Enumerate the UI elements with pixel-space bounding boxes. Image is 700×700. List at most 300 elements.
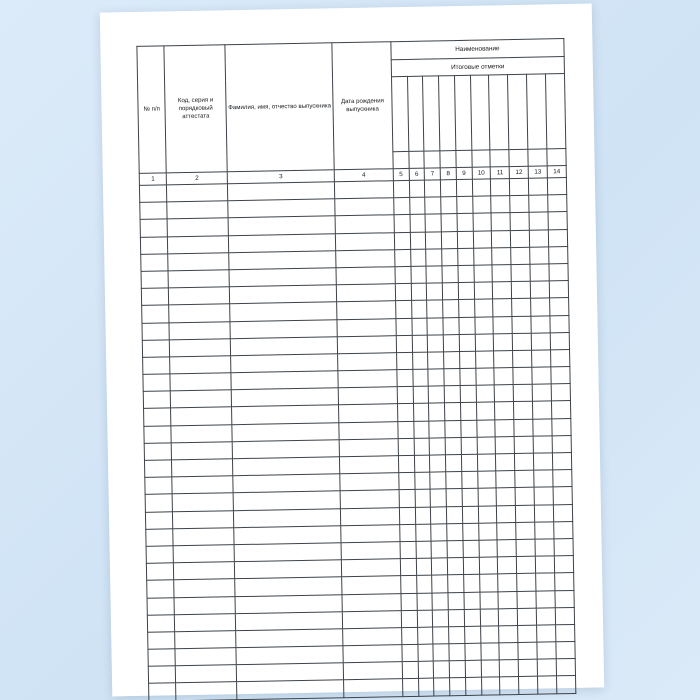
table-cell[interactable] xyxy=(425,197,441,214)
table-cell[interactable] xyxy=(335,215,394,233)
table-cell[interactable] xyxy=(417,593,433,610)
table-cell[interactable] xyxy=(172,459,233,477)
table-cell[interactable] xyxy=(336,249,395,267)
table-cell[interactable] xyxy=(513,384,532,402)
table-cell[interactable] xyxy=(496,454,515,472)
table-cell[interactable] xyxy=(533,401,552,419)
table-cell[interactable] xyxy=(174,579,235,597)
table-cell[interactable] xyxy=(429,386,445,403)
table-cell[interactable] xyxy=(427,317,443,334)
table-cell[interactable] xyxy=(518,608,537,626)
table-cell[interactable] xyxy=(412,369,428,386)
table-cell[interactable] xyxy=(445,403,461,420)
table-cell[interactable] xyxy=(234,525,341,544)
table-cell[interactable] xyxy=(414,455,430,472)
table-cell[interactable] xyxy=(342,593,401,611)
table-cell[interactable] xyxy=(415,489,431,506)
table-cell[interactable] xyxy=(432,575,448,592)
table-cell[interactable] xyxy=(481,677,500,695)
table-cell[interactable] xyxy=(459,334,475,351)
table-cell[interactable] xyxy=(230,336,337,355)
table-cell[interactable] xyxy=(513,350,532,368)
table-cell[interactable] xyxy=(140,236,168,254)
table-cell[interactable] xyxy=(230,319,337,338)
table-cell[interactable] xyxy=(463,557,479,574)
table-cell[interactable] xyxy=(400,541,416,558)
table-cell[interactable] xyxy=(531,298,550,316)
table-cell[interactable] xyxy=(450,678,466,695)
table-cell[interactable] xyxy=(498,574,517,592)
table-cell[interactable] xyxy=(475,334,494,352)
table-cell[interactable] xyxy=(512,316,531,334)
table-cell[interactable] xyxy=(511,247,530,265)
table-cell[interactable] xyxy=(516,539,535,557)
table-cell[interactable] xyxy=(519,677,538,695)
table-cell[interactable] xyxy=(428,352,444,369)
table-cell[interactable] xyxy=(495,402,514,420)
table-cell[interactable] xyxy=(529,212,548,230)
table-cell[interactable] xyxy=(171,424,232,442)
table-cell[interactable] xyxy=(456,179,472,196)
table-cell[interactable] xyxy=(145,477,173,495)
table-cell[interactable] xyxy=(460,368,476,385)
table-cell[interactable] xyxy=(176,682,237,700)
table-cell[interactable] xyxy=(141,271,169,289)
table-cell[interactable] xyxy=(236,629,343,648)
table-cell[interactable] xyxy=(142,340,170,358)
table-cell[interactable] xyxy=(142,322,170,340)
table-cell[interactable] xyxy=(233,474,340,493)
table-cell[interactable] xyxy=(498,557,517,575)
table-cell[interactable] xyxy=(511,264,530,282)
table-cell[interactable] xyxy=(413,404,429,421)
table-cell[interactable] xyxy=(518,625,537,643)
table-cell[interactable] xyxy=(462,489,478,506)
table-cell[interactable] xyxy=(461,420,477,437)
table-cell[interactable] xyxy=(344,679,403,697)
table-cell[interactable] xyxy=(169,287,230,305)
table-cell[interactable] xyxy=(173,510,234,528)
table-cell[interactable] xyxy=(395,266,411,283)
table-cell[interactable] xyxy=(477,454,496,472)
table-cell[interactable] xyxy=(529,229,548,247)
table-cell[interactable] xyxy=(396,335,412,352)
table-cell[interactable] xyxy=(397,387,413,404)
table-cell[interactable] xyxy=(462,506,478,523)
table-cell[interactable] xyxy=(412,352,428,369)
table-cell[interactable] xyxy=(416,558,432,575)
table-cell[interactable] xyxy=(396,352,412,369)
table-cell[interactable] xyxy=(534,470,553,488)
table-cell[interactable] xyxy=(515,453,534,471)
table-cell[interactable] xyxy=(414,472,430,489)
table-cell[interactable] xyxy=(457,196,473,213)
table-cell[interactable] xyxy=(478,523,497,541)
table-cell[interactable] xyxy=(431,506,447,523)
table-cell[interactable] xyxy=(537,642,556,660)
table-cell[interactable] xyxy=(148,632,176,650)
table-cell[interactable] xyxy=(510,195,529,213)
table-cell[interactable] xyxy=(497,522,516,540)
table-cell[interactable] xyxy=(409,180,425,197)
table-cell[interactable] xyxy=(141,254,169,272)
table-cell[interactable] xyxy=(496,471,515,489)
table-cell[interactable] xyxy=(147,580,175,598)
table-cell[interactable] xyxy=(170,390,231,408)
table-cell[interactable] xyxy=(442,265,458,282)
table-cell[interactable] xyxy=(499,625,518,643)
table-cell[interactable] xyxy=(515,470,534,488)
table-cell[interactable] xyxy=(510,213,529,231)
table-cell[interactable] xyxy=(341,524,400,542)
table-cell[interactable] xyxy=(401,627,417,644)
table-cell[interactable] xyxy=(445,437,461,454)
table-cell[interactable] xyxy=(342,610,401,628)
table-cell[interactable] xyxy=(417,644,433,661)
table-cell[interactable] xyxy=(144,443,172,461)
table-cell[interactable] xyxy=(149,683,177,700)
table-cell[interactable] xyxy=(418,661,434,678)
table-cell[interactable] xyxy=(459,351,475,368)
table-cell[interactable] xyxy=(343,628,402,646)
table-cell[interactable] xyxy=(495,385,514,403)
table-cell[interactable] xyxy=(445,455,461,472)
table-cell[interactable] xyxy=(445,420,461,437)
table-cell[interactable] xyxy=(234,543,341,562)
table-cell[interactable] xyxy=(425,214,441,231)
table-cell[interactable] xyxy=(441,197,457,214)
table-cell[interactable] xyxy=(168,252,229,270)
table-cell[interactable] xyxy=(343,645,402,663)
table-cell[interactable] xyxy=(395,301,411,318)
table-cell[interactable] xyxy=(234,560,341,579)
table-cell[interactable] xyxy=(170,338,231,356)
table-cell[interactable] xyxy=(228,233,335,252)
table-cell[interactable] xyxy=(493,282,512,300)
table-cell[interactable] xyxy=(514,419,533,437)
table-cell[interactable] xyxy=(510,178,529,196)
table-cell[interactable] xyxy=(341,507,400,525)
table-cell[interactable] xyxy=(535,522,554,540)
table-cell[interactable] xyxy=(399,473,415,490)
table-cell[interactable] xyxy=(338,370,397,388)
table-cell[interactable] xyxy=(167,218,228,236)
table-cell[interactable] xyxy=(432,558,448,575)
table-cell[interactable] xyxy=(430,489,446,506)
table-cell[interactable] xyxy=(417,610,433,627)
table-cell[interactable] xyxy=(170,373,231,391)
table-cell[interactable] xyxy=(459,317,475,334)
table-cell[interactable] xyxy=(460,403,476,420)
table-cell[interactable] xyxy=(444,386,460,403)
table-cell[interactable] xyxy=(465,678,481,695)
table-cell[interactable] xyxy=(552,418,571,436)
table-cell[interactable] xyxy=(418,678,434,695)
table-cell[interactable] xyxy=(444,351,460,368)
table-cell[interactable] xyxy=(231,388,338,407)
table-cell[interactable] xyxy=(499,608,518,626)
table-cell[interactable] xyxy=(493,299,512,317)
table-cell[interactable] xyxy=(460,385,476,402)
table-cell[interactable] xyxy=(173,545,234,563)
table-cell[interactable] xyxy=(229,251,336,270)
table-cell[interactable] xyxy=(167,184,228,202)
table-cell[interactable] xyxy=(145,494,173,512)
table-cell[interactable] xyxy=(229,285,336,304)
table-cell[interactable] xyxy=(550,298,569,316)
table-cell[interactable] xyxy=(429,420,445,437)
table-cell[interactable] xyxy=(441,214,457,231)
table-cell[interactable] xyxy=(395,249,411,266)
table-cell[interactable] xyxy=(146,563,174,581)
table-cell[interactable] xyxy=(410,249,426,266)
table-cell[interactable] xyxy=(413,386,429,403)
table-cell[interactable] xyxy=(552,401,571,419)
table-cell[interactable] xyxy=(417,627,433,644)
table-cell[interactable] xyxy=(514,402,533,420)
table-cell[interactable] xyxy=(512,299,531,317)
table-cell[interactable] xyxy=(491,196,510,214)
table-cell[interactable] xyxy=(500,660,519,678)
table-cell[interactable] xyxy=(555,573,574,591)
table-cell[interactable] xyxy=(141,288,169,306)
table-cell[interactable] xyxy=(457,214,473,231)
table-cell[interactable] xyxy=(340,456,399,474)
table-cell[interactable] xyxy=(444,369,460,386)
table-cell[interactable] xyxy=(340,473,399,491)
table-cell[interactable] xyxy=(531,315,550,333)
table-cell[interactable] xyxy=(231,354,338,373)
table-cell[interactable] xyxy=(229,268,336,287)
table-cell[interactable] xyxy=(473,248,492,266)
table-cell[interactable] xyxy=(479,591,498,609)
table-cell[interactable] xyxy=(410,232,426,249)
table-cell[interactable] xyxy=(343,662,402,680)
table-cell[interactable] xyxy=(426,249,442,266)
table-cell[interactable] xyxy=(409,197,425,214)
table-cell[interactable] xyxy=(398,455,414,472)
table-cell[interactable] xyxy=(516,522,535,540)
table-cell[interactable] xyxy=(401,593,417,610)
table-cell[interactable] xyxy=(461,437,477,454)
table-cell[interactable] xyxy=(228,199,335,218)
table-cell[interactable] xyxy=(394,232,410,249)
table-cell[interactable] xyxy=(532,367,551,385)
table-cell[interactable] xyxy=(442,283,458,300)
table-cell[interactable] xyxy=(548,229,567,247)
table-cell[interactable] xyxy=(339,404,398,422)
table-cell[interactable] xyxy=(147,597,175,615)
table-cell[interactable] xyxy=(396,318,412,335)
table-cell[interactable] xyxy=(474,282,493,300)
table-cell[interactable] xyxy=(337,335,396,353)
table-cell[interactable] xyxy=(476,385,495,403)
table-cell[interactable] xyxy=(427,300,443,317)
table-cell[interactable] xyxy=(400,524,416,541)
table-cell[interactable] xyxy=(458,282,474,299)
table-cell[interactable] xyxy=(465,643,481,660)
table-cell[interactable] xyxy=(337,318,396,336)
table-cell[interactable] xyxy=(236,646,343,665)
table-cell[interactable] xyxy=(144,408,172,426)
table-cell[interactable] xyxy=(553,470,572,488)
table-cell[interactable] xyxy=(536,590,555,608)
table-cell[interactable] xyxy=(477,437,496,455)
table-cell[interactable] xyxy=(395,284,411,301)
table-cell[interactable] xyxy=(537,625,556,643)
table-cell[interactable] xyxy=(426,231,442,248)
table-cell[interactable] xyxy=(147,614,175,632)
table-cell[interactable] xyxy=(415,507,431,524)
table-cell[interactable] xyxy=(529,178,548,196)
table-cell[interactable] xyxy=(535,539,554,557)
table-cell[interactable] xyxy=(481,660,500,678)
table-cell[interactable] xyxy=(143,357,171,375)
table-cell[interactable] xyxy=(475,368,494,386)
table-cell[interactable] xyxy=(402,679,418,696)
table-cell[interactable] xyxy=(496,436,515,454)
table-cell[interactable] xyxy=(434,678,450,695)
table-cell[interactable] xyxy=(337,301,396,319)
table-cell[interactable] xyxy=(530,264,549,282)
table-cell[interactable] xyxy=(473,213,492,231)
table-cell[interactable] xyxy=(233,491,340,510)
table-cell[interactable] xyxy=(235,611,342,630)
table-cell[interactable] xyxy=(512,281,531,299)
table-cell[interactable] xyxy=(548,195,567,213)
table-cell[interactable] xyxy=(472,196,491,214)
table-cell[interactable] xyxy=(338,353,397,371)
table-cell[interactable] xyxy=(431,541,447,558)
table-cell[interactable] xyxy=(446,472,462,489)
table-cell[interactable] xyxy=(339,438,398,456)
table-cell[interactable] xyxy=(431,524,447,541)
table-cell[interactable] xyxy=(492,265,511,283)
table-cell[interactable] xyxy=(516,505,535,523)
table-cell[interactable] xyxy=(476,420,495,438)
table-cell[interactable] xyxy=(173,527,234,545)
table-cell[interactable] xyxy=(148,666,176,684)
table-cell[interactable] xyxy=(464,592,480,609)
table-cell[interactable] xyxy=(476,402,495,420)
table-cell[interactable] xyxy=(427,283,443,300)
table-cell[interactable] xyxy=(397,404,413,421)
table-cell[interactable] xyxy=(534,453,553,471)
table-cell[interactable] xyxy=(411,266,427,283)
table-cell[interactable] xyxy=(448,609,464,626)
table-cell[interactable] xyxy=(426,266,442,283)
table-cell[interactable] xyxy=(172,476,233,494)
table-cell[interactable] xyxy=(416,575,432,592)
table-cell[interactable] xyxy=(412,335,428,352)
table-cell[interactable] xyxy=(449,626,465,643)
table-cell[interactable] xyxy=(458,300,474,317)
table-cell[interactable] xyxy=(472,179,491,197)
table-cell[interactable] xyxy=(398,421,414,438)
table-cell[interactable] xyxy=(554,556,573,574)
table-cell[interactable] xyxy=(230,302,337,321)
table-cell[interactable] xyxy=(228,182,335,201)
table-cell[interactable] xyxy=(410,215,426,232)
table-cell[interactable] xyxy=(428,335,444,352)
table-cell[interactable] xyxy=(538,676,557,694)
table-cell[interactable] xyxy=(556,624,575,642)
table-cell[interactable] xyxy=(535,504,554,522)
table-cell[interactable] xyxy=(447,558,463,575)
table-cell[interactable] xyxy=(473,265,492,283)
table-cell[interactable] xyxy=(339,421,398,439)
table-cell[interactable] xyxy=(440,180,456,197)
table-cell[interactable] xyxy=(140,219,168,237)
table-cell[interactable] xyxy=(549,263,568,281)
table-cell[interactable] xyxy=(494,333,513,351)
table-cell[interactable] xyxy=(237,680,344,699)
table-cell[interactable] xyxy=(170,356,231,374)
table-cell[interactable] xyxy=(495,419,514,437)
table-cell[interactable] xyxy=(552,435,571,453)
table-cell[interactable] xyxy=(139,185,167,203)
table-cell[interactable] xyxy=(553,487,572,505)
table-cell[interactable] xyxy=(335,181,394,199)
table-cell[interactable] xyxy=(478,505,497,523)
table-cell[interactable] xyxy=(556,642,575,660)
table-cell[interactable] xyxy=(533,418,552,436)
table-cell[interactable] xyxy=(400,558,416,575)
table-cell[interactable] xyxy=(493,316,512,334)
table-cell[interactable] xyxy=(428,369,444,386)
table-cell[interactable] xyxy=(480,626,499,644)
table-cell[interactable] xyxy=(494,368,513,386)
table-cell[interactable] xyxy=(557,676,576,694)
table-cell[interactable] xyxy=(477,471,496,489)
table-cell[interactable] xyxy=(549,246,568,264)
table-cell[interactable] xyxy=(462,523,478,540)
table-cell[interactable] xyxy=(228,216,335,235)
table-cell[interactable] xyxy=(447,523,463,540)
table-cell[interactable] xyxy=(496,488,515,506)
table-cell[interactable] xyxy=(446,506,462,523)
table-cell[interactable] xyxy=(175,648,236,666)
table-cell[interactable] xyxy=(140,202,168,220)
table-cell[interactable] xyxy=(551,349,570,367)
table-cell[interactable] xyxy=(446,489,462,506)
table-cell[interactable] xyxy=(341,542,400,560)
table-cell[interactable] xyxy=(430,455,446,472)
table-cell[interactable] xyxy=(175,613,236,631)
table-cell[interactable] xyxy=(338,387,397,405)
table-cell[interactable] xyxy=(393,180,409,197)
table-cell[interactable] xyxy=(518,642,537,660)
table-cell[interactable] xyxy=(443,334,459,351)
table-cell[interactable] xyxy=(494,350,513,368)
table-cell[interactable] xyxy=(168,235,229,253)
table-cell[interactable] xyxy=(171,442,232,460)
table-cell[interactable] xyxy=(551,384,570,402)
table-cell[interactable] xyxy=(231,371,338,390)
table-cell[interactable] xyxy=(236,663,343,682)
table-cell[interactable] xyxy=(168,270,229,288)
table-cell[interactable] xyxy=(555,607,574,625)
table-cell[interactable] xyxy=(492,230,511,248)
table-cell[interactable] xyxy=(534,487,553,505)
table-cell[interactable] xyxy=(463,540,479,557)
table-cell[interactable] xyxy=(479,574,498,592)
table-cell[interactable] xyxy=(497,539,516,557)
table-cell[interactable] xyxy=(449,644,465,661)
table-cell[interactable] xyxy=(461,454,477,471)
table-cell[interactable] xyxy=(402,662,418,679)
table-cell[interactable] xyxy=(473,230,492,248)
